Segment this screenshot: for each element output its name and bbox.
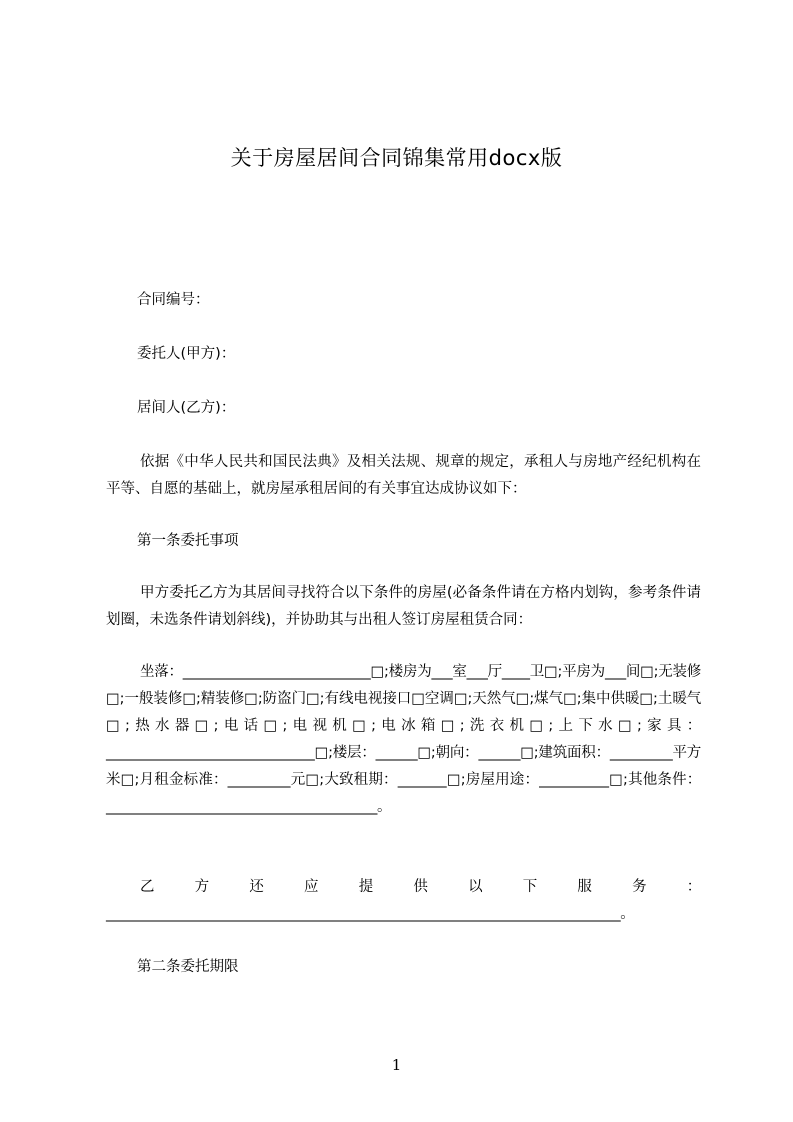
conditions-paragraph: 坐落：___________________________□;楼房为___室___厅____卫□;平房为___间□;无装修□;一般装修□;精装修□;防盗门□;有线电视接口□空调□;天然气□;煤气□;集中供暖□;土暖气□;热水器□;电话□;电视机□;电冰箱□;洗衣机□;上下水□;家具：______________________________□;楼层：______□;朝向：______□;建筑面积：_________平方米□;月租金标准：_________元□;大致租期：_______□;房屋用途：__________□;其他条件：_______________________________________。 [106,664,701,815]
party-a-label: 委托人(甲方)： [137,346,236,362]
contract-number-label: 合同编号： [137,292,210,308]
preamble-paragraph: 依据《中华人民共和国民法典》及相关法规、规章的规定，承租人与房地产经纪机构在平等、自愿的基础上，就房屋承租居间的有关事宜达成协议如下： [106,454,701,497]
page-number: 1 [391,1056,402,1074]
article2-title: 第二条委托期限 [137,959,239,975]
article1-paragraph: 甲方委托乙方为其居间寻找符合以下条件的房屋(必备条件请在方格内划钩，参考条件请划圈，未选条件请划斜线)，并协助其与出租人签订房屋租赁合同： [106,585,701,628]
services-paragraph: 乙方还应提供以下服务：__________________________________________________________________________。 [106,879,701,922]
article1-title: 第一条委托事项 [137,533,239,549]
document-title: 关于房屋居间合同锦集常用docx版 [230,146,563,170]
party-b-label: 居间人(乙方)： [137,400,236,416]
